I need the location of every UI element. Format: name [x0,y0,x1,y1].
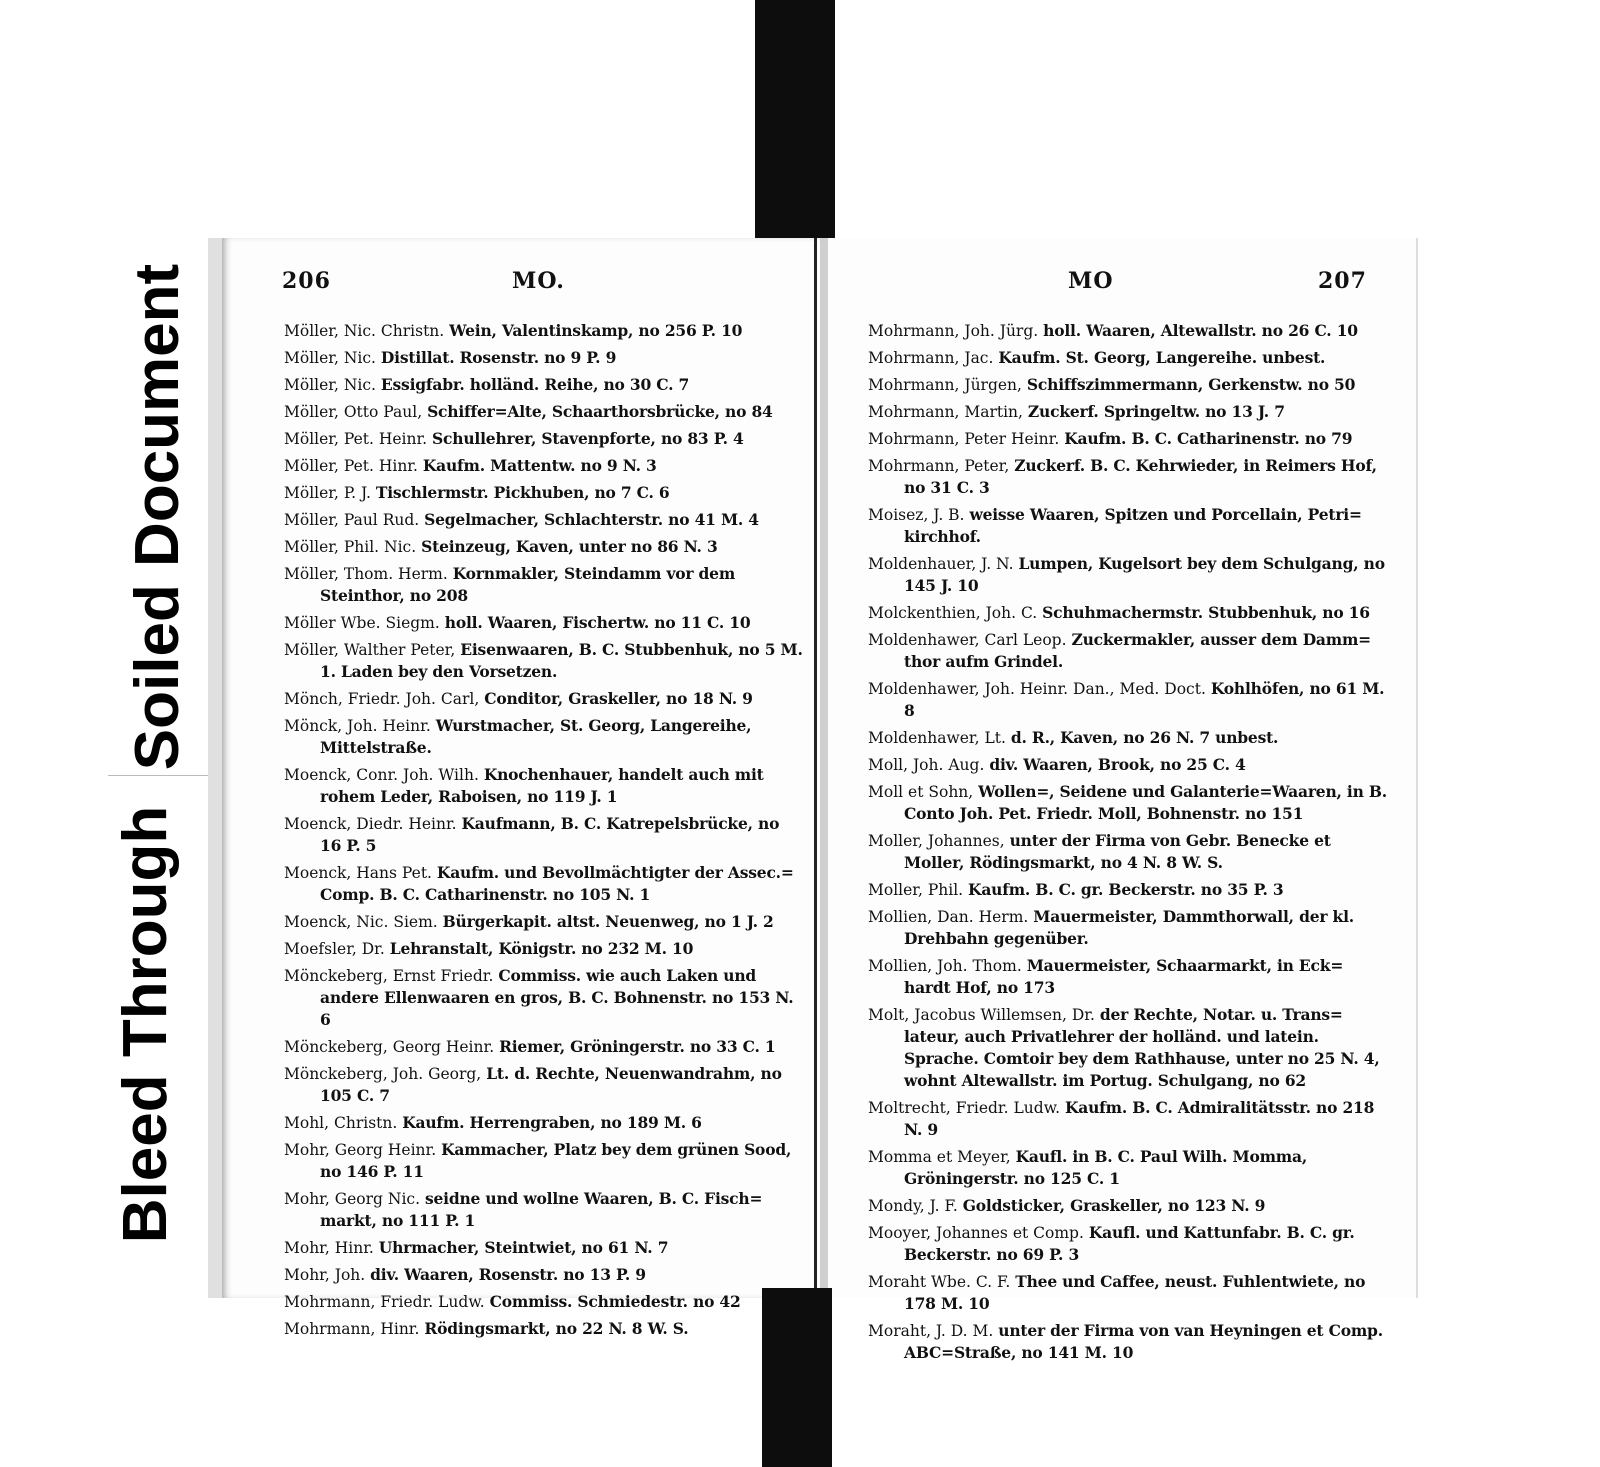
entry-name: Moraht Wbe. C. F. [868,1273,1011,1291]
directory-entry [868,428,1388,450]
entry-description: Steinzeug, Kaven, unter no 86 N. 3 [421,537,718,556]
entry-name: Molt, Jacobus Willemsen, Dr. [868,1006,1095,1024]
directory-entry [868,602,1388,624]
directory-entry [868,727,1388,749]
directory-entry [868,1097,1388,1141]
entry-name: Mohrmann, Hinr. [284,1320,420,1338]
entry-description: Schuhmachermstr. Stubbenhuk, no 16 [1042,603,1370,622]
entry-name: Mönckeberg, Georg Heinr. [284,1038,495,1056]
directory-entry [868,1271,1388,1315]
entry-name: Möller, Walther Peter, [284,641,456,659]
directory-entry [868,879,1388,901]
entry-name: Mohrmann, Martin, [868,403,1023,421]
entry-name: Moldenhawer, Joh. Heinr. Dan., Med. Doct. [868,680,1206,698]
gutter [820,238,828,1298]
directory-entry [284,320,804,342]
entry-name: Mohl, Christn. [284,1114,398,1132]
entry-name: Mohrmann, Friedr. Ludw. [284,1293,485,1311]
entry-description: d. R., Kaven, no 26 N. 7 unbest. [1010,728,1279,747]
directory-entry [868,678,1388,722]
entry-description: Rödingsmarkt, no 22 N. 8 W. S. [424,1319,689,1338]
directory-entry [868,830,1388,874]
entry-name: Moenck, Nic. Siem. [284,913,438,931]
directory-entry [284,428,804,450]
directory-entry [284,813,804,857]
entry-description: Kaufm. B. C. Admiralitätsstr. no 218 N. 9 [904,1098,1375,1139]
entry-description: unter der Firma von Gebr. Benecke et Moller, Rödingsmarkt, no 4 N. 8 W. S. [904,831,1331,872]
entry-description: div. Waaren, Rosenstr. no 13 P. 9 [370,1265,646,1284]
entry-name: Mohrmann, Peter Heinr. [868,430,1060,448]
entry-description: Goldsticker, Graskeller, no 123 N. 9 [962,1196,1266,1215]
entry-description: Kaufl. in B. C. Paul Wilh. Momma, Gröningerstr. no 125 C. 1 [904,1147,1308,1188]
entry-description: Zuckerf. Springeltw. no 13 J. 7 [1027,402,1285,421]
entry-name: Mönckeberg, Joh. Georg, [284,1065,482,1083]
directory-entry [868,1004,1388,1092]
bleed-through-label [90,782,202,1267]
directory-entry [284,639,804,683]
entry-description: Eisenwaaren, B. C. Stubbenhuk, no 5 M. 1. Laden bey den Vorsetzen. [320,640,803,681]
directory-entry [868,629,1388,673]
entry-name: Momma et Meyer, [868,1148,1011,1166]
directory-entry [284,911,804,933]
entry-description: Mauermeister, Dammthorwall, der kl. Drehbahn gegenüber. [904,907,1354,948]
entry-name: Moltrecht, Friedr. Ludw. [868,1099,1061,1117]
directory-entry [868,754,1388,776]
entry-name: Moefsler, Dr. [284,940,385,958]
entry-list-right [868,320,1388,1369]
entry-name: Molckenthien, Joh. C. [868,604,1038,622]
directory-entry [868,401,1388,423]
page-number-left: 206 [282,268,331,294]
entry-name: Mohrmann, Joh. Jürg. [868,322,1039,340]
entry-name: Mönckeberg, Ernst Friedr. [284,967,494,985]
directory-entry [284,1063,804,1107]
directory-entry [284,401,804,423]
entry-description: Wurstmacher, St. Georg, Langereihe, Mittelstraße. [320,716,752,757]
entry-name: Mohrmann, Jac. [868,349,994,367]
directory-entry [284,1264,804,1286]
label-divider [108,775,214,776]
entry-name: Möller, Nic. [284,349,376,367]
entry-description: div. Waaren, Brook, no 25 C. 4 [989,755,1246,774]
entry-description: unter der Firma von van Heyningen et Comp. ABC=Straße, no 141 M. 10 [904,1321,1383,1362]
soiled-document-text: Soiled Document [123,263,192,771]
entry-description: Kaufl. und Kattunfabr. B. C. gr. Beckerstr. no 69 P. 3 [904,1223,1355,1264]
entry-name: Moenck, Diedr. Heinr. [284,815,457,833]
directory-entry [284,1237,804,1259]
entry-name: Möller, Otto Paul, [284,403,423,421]
entry-name: Moller, Johannes, [868,832,1005,850]
entry-description: Zuckerf. B. C. Kehrwieder, in Reimers Hof, no 31 C. 3 [904,456,1377,497]
entry-name: Mohr, Georg Heinr. [284,1141,437,1159]
entry-description: Mauermeister, Schaarmarkt, in Eck= hardt Hof, no 173 [904,956,1344,997]
entry-name: Möller, Nic. [284,376,376,394]
entry-name: Mohrmann, Peter, [868,457,1010,475]
entry-name: Mohrmann, Jürgen, [868,376,1022,394]
directory-entry [284,1188,804,1232]
entry-name: Möller, Nic. Christn. [284,322,445,340]
entry-name: Mondy, J. F. [868,1197,958,1215]
entry-name: Mohr, Georg Nic. [284,1190,421,1208]
entry-description: Lumpen, Kugelsort bey dem Schulgang, no 145 J. 10 [904,554,1385,595]
directory-entry [284,1036,804,1058]
entry-name: Moenck, Conr. Joh. Wilh. [284,766,479,784]
directory-entry [868,347,1388,369]
entry-name: Moll et Sohn, [868,783,974,801]
entry-name: Möller, P. J. [284,484,371,502]
right-page [828,238,1418,1362]
entry-description: Knochenhauer, handelt auch mit rohem Leder, Raboisen, no 119 J. 1 [320,765,764,806]
directory-entry [868,320,1388,342]
directory-entry [868,1146,1388,1190]
entry-name: Moraht, J. D. M. [868,1322,994,1340]
entry-name: Moenck, Hans Pet. [284,864,432,882]
entry-name: Mönck, Joh. Heinr. [284,717,431,735]
entry-description: Lehranstalt, Königstr. no 232 M. 10 [389,939,694,958]
entry-description: Kaufm. Mattentw. no 9 N. 3 [422,456,657,475]
entry-description: Wollen=, Seidene und Galanterie=Waaren, in B. Conto Joh. Pet. Friedr. Moll, Bohnenstr. no 151 [904,782,1387,823]
entry-list-left [284,320,804,1345]
directory-entry [868,553,1388,597]
entry-description: Kaufm. St. Georg, Langereihe. unbest. [998,348,1326,367]
directory-entry [284,715,804,759]
entry-description: Segelmacher, Schlachterstr. no 41 M. 4 [424,510,759,529]
directory-entry [284,1139,804,1183]
directory-entry [284,965,804,1031]
spine-line [814,238,817,1298]
directory-entry [868,455,1388,499]
directory-entry [284,862,804,906]
entry-description: Uhrmacher, Steintwiet, no 61 N. 7 [378,1238,669,1257]
entry-description: Kohlhöfen, no 61 M. 8 [904,679,1385,720]
entry-name: Mohr, Hinr. [284,1239,374,1257]
entry-description: Distillat. Rosenstr. no 9 P. 9 [380,348,617,367]
entry-name: Mohr, Joh. [284,1266,366,1284]
directory-entry [284,1291,804,1313]
entry-name: Moldenhawer, Lt. [868,729,1006,747]
directory-entry [868,906,1388,950]
entry-description: holl. Waaren, Fischertw. no 11 C. 10 [444,613,751,632]
entry-description: Kaufm. B. C. Catharinenstr. no 79 [1064,429,1353,448]
running-header-right: MO [1068,268,1114,294]
entry-name: Moldenhauer, J. N. [868,555,1014,573]
entry-description: Lt. d. Rechte, Neuenwandrahm, no 105 C. 7 [320,1064,782,1105]
entry-name: Mollien, Joh. Thom. [868,957,1022,975]
directory-entry [284,938,804,960]
entry-description: Schiffszimmermann, Gerkenstw. no 50 [1026,375,1356,394]
page-number-right: 207 [1318,268,1367,294]
entry-description: Commiss. wie auch Laken und andere Ellenwaaren en gros, B. C. Bohnenstr. no 153 N. 6 [320,966,794,1029]
book-spread [208,238,1416,1362]
entry-description: der Rechte, Notar. u. Trans= lateur, auch Privatlehrer der holländ. und latein. Sprache. Comtoir bey dem Rathhause, unter no 25 N. 4, wohnt Altewallstr. im Portug. Schulgang, no 62 [904,1005,1380,1090]
entry-description: Tischlermstr. Pickhuben, no 7 C. 6 [375,483,670,502]
entry-description: Schiffer=Alte, Schaarthorsbrücke, no 84 [427,402,773,421]
entry-description: Riemer, Gröningerstr. no 33 C. 1 [499,1037,776,1056]
directory-entry [868,1320,1388,1364]
directory-entry [284,455,804,477]
entry-name: Mollien, Dan. Herm. [868,908,1029,926]
entry-description: Wein, Valentinskamp, no 256 P. 10 [449,321,743,340]
entry-description: Commiss. Schmiedestr. no 42 [489,1292,741,1311]
left-page [208,238,834,1338]
directory-entry [284,612,804,634]
entry-name: Möller, Phil. Nic. [284,538,417,556]
entry-name: Mooyer, Johannes et Comp. [868,1224,1084,1242]
entry-description: Kaufm. B. C. gr. Beckerstr. no 35 P. 3 [968,880,1284,899]
directory-entry [284,374,804,396]
entry-description: Kornmakler, Steindamm vor dem Steinthor, no 208 [320,564,736,605]
bleed-through-text: Bleed Through [111,805,180,1244]
entry-name: Möller, Pet. Heinr. [284,430,428,448]
entry-description: Bürgerkapit. altst. Neuenweg, no 1 J. 2 [442,912,774,931]
entry-description: weisse Waaren, Spitzen und Porcellain, Petri= kirchhof. [904,505,1362,546]
entry-description: Essigfabr. holländ. Reihe, no 30 C. 7 [380,375,690,394]
entry-description: Kammacher, Platz bey dem grünen Sood, no 146 P. 11 [320,1140,792,1181]
directory-entry [868,1222,1388,1266]
entry-name: Moll, Joh. Aug. [868,756,985,774]
entry-name: Mönch, Friedr. Joh. Carl, [284,690,480,708]
entry-name: Möller Wbe. Siegm. [284,614,440,632]
directory-entry [868,1195,1388,1217]
entry-name: Moldenhawer, Carl Leop. [868,631,1067,649]
entry-description: Kaufmann, B. C. Katrepelsbrücke, no 16 P. 5 [320,814,780,855]
entry-description: holl. Waaren, Altewallstr. no 26 C. 10 [1043,321,1358,340]
directory-entry [284,1112,804,1134]
directory-entry [868,504,1388,548]
binding-tape-bottom [762,1288,832,1467]
directory-entry [284,688,804,710]
directory-entry [284,563,804,607]
directory-entry [284,536,804,558]
entry-name: Möller, Paul Rud. [284,511,420,529]
entry-name: Möller, Thom. Herm. [284,565,448,583]
running-header-left: MO. [512,268,565,294]
soiled-document-label [90,262,202,772]
directory-entry [284,482,804,504]
entry-description: Kaufm. und Bevollmächtigter der Assec.= Comp. B. C. Catharinenstr. no 105 N. 1 [320,863,794,904]
entry-description: Zuckermakler, ausser dem Damm= thor aufm Grindel. [904,630,1371,671]
directory-entry [284,764,804,808]
directory-entry [284,509,804,531]
entry-description: seidne und wollne Waaren, B. C. Fisch= markt, no 111 P. 1 [320,1189,763,1230]
entry-description: Kaufm. Herrengraben, no 189 M. 6 [402,1113,702,1132]
entry-description: Thee und Caffee, neust. Fuhlentwiete, no 178 M. 10 [904,1272,1366,1313]
directory-entry [868,955,1388,999]
directory-entry [284,347,804,369]
binding-tape-top [755,0,835,270]
entry-name: Moisez, J. B. [868,506,965,524]
entry-name: Moller, Phil. [868,881,964,899]
entry-name: Möller, Pet. Hinr. [284,457,418,475]
directory-entry [284,1318,804,1340]
directory-entry [868,374,1388,396]
directory-entry [868,781,1388,825]
entry-description: Conditor, Graskeller, no 18 N. 9 [484,689,753,708]
entry-description: Schullehrer, Stavenpforte, no 83 P. 4 [432,429,744,448]
